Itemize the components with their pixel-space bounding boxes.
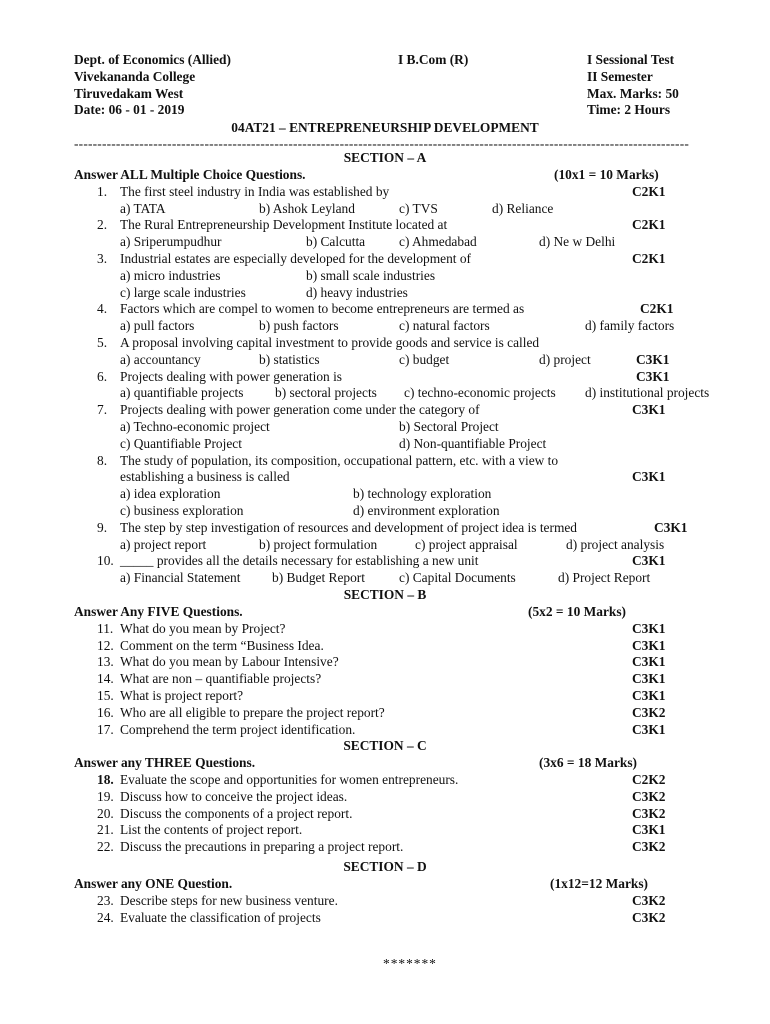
header-right	[587, 52, 679, 119]
option-b: b) small scale industries	[306, 267, 436, 283]
options-row	[0, 503, 770, 520]
semester: II Semester	[587, 68, 653, 84]
options-row	[0, 352, 770, 369]
option-d: d) Project Report	[558, 570, 651, 586]
question-text: Industrial estates are especially developed for the development of	[120, 250, 471, 266]
options-row	[0, 537, 770, 554]
question-number: 23.	[97, 892, 114, 908]
option-a: a) pull factors	[120, 318, 195, 334]
question-row	[0, 789, 770, 806]
max-marks: Max. Marks: 50	[587, 85, 679, 101]
question-text: What do you mean by Project?	[120, 620, 286, 636]
question-text: _____ provides all the details necessary for establishing a new unit	[120, 553, 479, 569]
option-c: c) business exploration	[120, 502, 244, 518]
option-b: b) Calcutta	[306, 234, 366, 250]
option-a: a) Techno-economic project	[120, 418, 270, 434]
question-number: 21.	[97, 822, 114, 838]
question-number: 13.	[97, 654, 114, 670]
subject-title: 04AT21 – ENTREPRENEURSHIP DEVELOPMENT	[231, 120, 539, 135]
question-text: Projects dealing with power generation come under the category of	[120, 402, 480, 418]
question-row-continued	[0, 469, 770, 486]
question-code: C3K2	[632, 892, 666, 908]
question-row	[0, 251, 770, 268]
question-number: 16.	[97, 704, 114, 720]
section-b-instruction: Answer Any FIVE Questions.	[74, 603, 243, 619]
option-b: b) statistics	[259, 351, 320, 367]
question-row	[0, 301, 770, 318]
question-number: 2.	[97, 217, 108, 233]
question-code: C3K2	[632, 909, 666, 925]
option-b: b) push factors	[259, 318, 339, 334]
section-a-marks: (10x1 = 10 Marks)	[554, 167, 659, 182]
question-text: Projects dealing with power generation is	[120, 368, 343, 384]
question-text: The step by step investigation of resources and development of project idea is termed	[120, 519, 578, 535]
question-number: 12.	[97, 637, 114, 653]
options-row	[0, 318, 770, 335]
option-a: a) project report	[120, 536, 207, 552]
option-d: d) family factors	[585, 318, 675, 334]
question-text: Describe steps for new business venture.	[120, 892, 338, 908]
question-code: C3K1	[632, 553, 666, 569]
college-name: Vivekananda College	[74, 68, 196, 84]
section-b-questions	[0, 621, 770, 739]
header-left	[74, 52, 231, 119]
college-location: Tiruvedakam West	[74, 85, 184, 101]
option-d: d) Non-quantifiable Project	[399, 435, 547, 451]
question-row	[0, 893, 770, 910]
option-d: d) heavy industries	[306, 284, 408, 300]
question-code: C2K1	[632, 217, 666, 233]
option-b: b) technology exploration	[353, 486, 492, 502]
option-c: c) Quantifiable Project	[120, 435, 242, 451]
question-text: Evaluate the scope and opportunities for women entrepreneurs.	[120, 772, 459, 788]
question-row	[0, 705, 770, 722]
section-d-title: SECTION – D	[343, 859, 427, 875]
question-row	[0, 369, 770, 386]
question-code: C3K1	[636, 351, 670, 367]
section-c-instruction-row	[0, 755, 770, 772]
option-d: d) institutional projects	[585, 385, 710, 401]
question-text: The first steel industry in India was established by	[120, 183, 390, 199]
section-b-instruction-row	[0, 604, 770, 621]
question-text: Discuss the precautions in preparing a project report.	[120, 839, 404, 855]
question-text: Discuss the components of a project report.	[120, 805, 353, 821]
question-number: 1.	[97, 183, 108, 199]
options-row	[0, 268, 770, 285]
header-middle	[398, 52, 468, 69]
question-code: C3K2	[632, 805, 666, 821]
option-d: d) Reliance	[492, 200, 554, 216]
question-code: C3K1	[632, 620, 666, 636]
question-code: C3K1	[632, 402, 666, 418]
department: Dept. of Economics (Allied)	[74, 52, 231, 67]
option-c: c) project appraisal	[415, 536, 518, 552]
options-row	[0, 570, 770, 587]
section-d-questions	[0, 893, 770, 927]
question-code: C3K1	[632, 469, 666, 485]
option-d: d) environment exploration	[353, 502, 500, 518]
question-code: C2K1	[640, 301, 674, 317]
divider-rule: ------------------------------------------------------------------------------------------------------------------------------------	[74, 137, 690, 150]
question-text: What is project report?	[120, 687, 244, 703]
question-code: C3K1	[632, 721, 666, 737]
option-a: a) accountancy	[120, 351, 201, 367]
question-code: C3K2	[632, 788, 666, 804]
question-paper	[0, 52, 770, 971]
question-number: 3.	[97, 250, 108, 266]
question-row	[0, 806, 770, 823]
option-a: a) TATA	[120, 200, 166, 216]
option-a: a) micro industries	[120, 267, 221, 283]
question-number: 24.	[97, 909, 114, 925]
question-row	[0, 402, 770, 419]
option-b: b) Budget Report	[272, 570, 365, 586]
option-c: c) budget	[399, 351, 450, 367]
question-text: Evaluate the classification of projects	[120, 909, 321, 925]
question-number: 11.	[97, 620, 114, 636]
option-c: c) TVS	[399, 200, 438, 216]
question-number: 20.	[97, 805, 114, 821]
question-row	[0, 520, 770, 537]
options-row	[0, 419, 770, 436]
options-row	[0, 285, 770, 302]
question-number: 5.	[97, 334, 108, 350]
section-d-instruction-row	[0, 876, 770, 893]
section-c-title: SECTION – C	[343, 738, 427, 754]
question-number: 15.	[97, 687, 114, 703]
question-text: Discuss how to conceive the project ideas.	[120, 788, 348, 804]
question-text: Comment on the term “Business Idea.	[120, 637, 324, 653]
question-code: C3K1	[632, 671, 666, 687]
question-code: C3K1	[632, 687, 666, 703]
question-row	[0, 217, 770, 234]
options-row	[0, 201, 770, 218]
section-a-title: SECTION – A	[343, 150, 427, 165]
question-number: 6.	[97, 368, 108, 384]
option-a: a) quantifiable projects	[120, 385, 244, 401]
section-d-instruction: Answer any ONE Question.	[74, 876, 233, 892]
question-code: C3K1	[632, 654, 666, 670]
option-a: a) idea exploration	[120, 486, 221, 502]
question-number: 8.	[97, 452, 108, 468]
question-row	[0, 910, 770, 927]
section-a-instruction-row	[0, 167, 770, 184]
section-b-marks: (5x2 = 10 Marks)	[528, 603, 627, 619]
question-code: C3K1	[654, 519, 688, 535]
question-code: C3K1	[636, 368, 670, 384]
question-text-continued: establishing a business is called	[120, 469, 290, 485]
option-c: c) natural factors	[399, 318, 490, 334]
end-marker: *******	[383, 956, 437, 971]
question-row	[0, 654, 770, 671]
question-number: 14.	[97, 671, 114, 687]
section-d-marks: (1x12=12 Marks)	[550, 876, 649, 892]
question-row	[0, 688, 770, 705]
test-name: I Sessional Test	[587, 52, 675, 67]
option-a: a) Financial Statement	[120, 570, 241, 586]
options-row	[0, 486, 770, 503]
question-code: C3K2	[632, 839, 666, 855]
question-code: C2K1	[632, 250, 666, 266]
question-number: 7.	[97, 402, 108, 418]
duration: Time: 2 Hours	[587, 102, 671, 118]
question-text: List the contents of project report.	[120, 822, 303, 838]
option-b: b) Ashok Leyland	[259, 200, 355, 216]
option-d: d) project analysis	[566, 536, 665, 552]
course-name: I B.Com (R)	[398, 52, 469, 67]
question-text: Who are all eligible to prepare the project report?	[120, 704, 385, 720]
question-row	[0, 184, 770, 201]
question-row	[0, 772, 770, 789]
question-row	[0, 453, 770, 470]
option-d: d) Ne w Delhi	[539, 234, 616, 250]
section-a-instruction: Answer ALL Multiple Choice Questions.	[74, 167, 306, 182]
question-text: The Rural Entrepreneurship Development Institute located at	[120, 217, 448, 233]
option-b: b) project formulation	[259, 536, 378, 552]
question-text: What are non – quantifiable projects?	[120, 671, 322, 687]
question-number: 4.	[97, 301, 108, 317]
question-code: C3K2	[632, 704, 666, 720]
exam-date: Date: 06 - 01 - 2019	[74, 102, 185, 118]
question-row	[0, 671, 770, 688]
question-row	[0, 621, 770, 638]
question-row	[0, 553, 770, 570]
section-c-instruction: Answer any THREE Questions.	[74, 755, 256, 771]
option-c: c) techno-economic projects	[404, 385, 556, 401]
question-number: 19.	[97, 788, 114, 804]
question-row	[0, 638, 770, 655]
question-text: The study of population, its composition, occupational pattern, etc. with a view to	[120, 452, 559, 468]
question-code: C2K2	[632, 772, 666, 788]
section-b-title: SECTION – B	[343, 586, 427, 602]
header-block	[0, 52, 770, 120]
question-text: Factors which are compel to women to become entrepreneurs are termed as	[120, 301, 525, 317]
question-row	[0, 335, 770, 352]
option-a: a) Sriperumpudhur	[120, 234, 222, 250]
question-number: 17.	[97, 721, 114, 737]
options-row	[0, 385, 770, 402]
question-row	[0, 839, 770, 856]
question-number: 9.	[97, 519, 108, 535]
option-c: c) Ahmedabad	[399, 234, 477, 250]
question-text: Comprehend the term project identification.	[120, 721, 356, 737]
option-d: d) project	[539, 351, 591, 367]
question-code: C3K1	[632, 637, 666, 653]
option-c: c) large scale industries	[120, 284, 246, 300]
section-c-questions	[0, 772, 770, 856]
question-number: 18.	[97, 772, 114, 788]
option-c: c) Capital Documents	[399, 570, 516, 586]
question-code: C2K1	[632, 183, 666, 199]
question-text: A proposal involving capital investment to provide goods and service is called	[120, 334, 540, 350]
question-code: C3K1	[632, 822, 666, 838]
question-row	[0, 722, 770, 739]
question-number: 22.	[97, 839, 114, 855]
options-row	[0, 436, 770, 453]
section-c-marks: (3x6 = 18 Marks)	[539, 755, 638, 771]
option-b: b) Sectoral Project	[399, 418, 499, 434]
question-number: 10.	[97, 553, 114, 569]
question-text: What do you mean by Labour Intensive?	[120, 654, 339, 670]
option-b: b) sectoral projects	[275, 385, 377, 401]
question-row	[0, 822, 770, 839]
options-row	[0, 234, 770, 251]
